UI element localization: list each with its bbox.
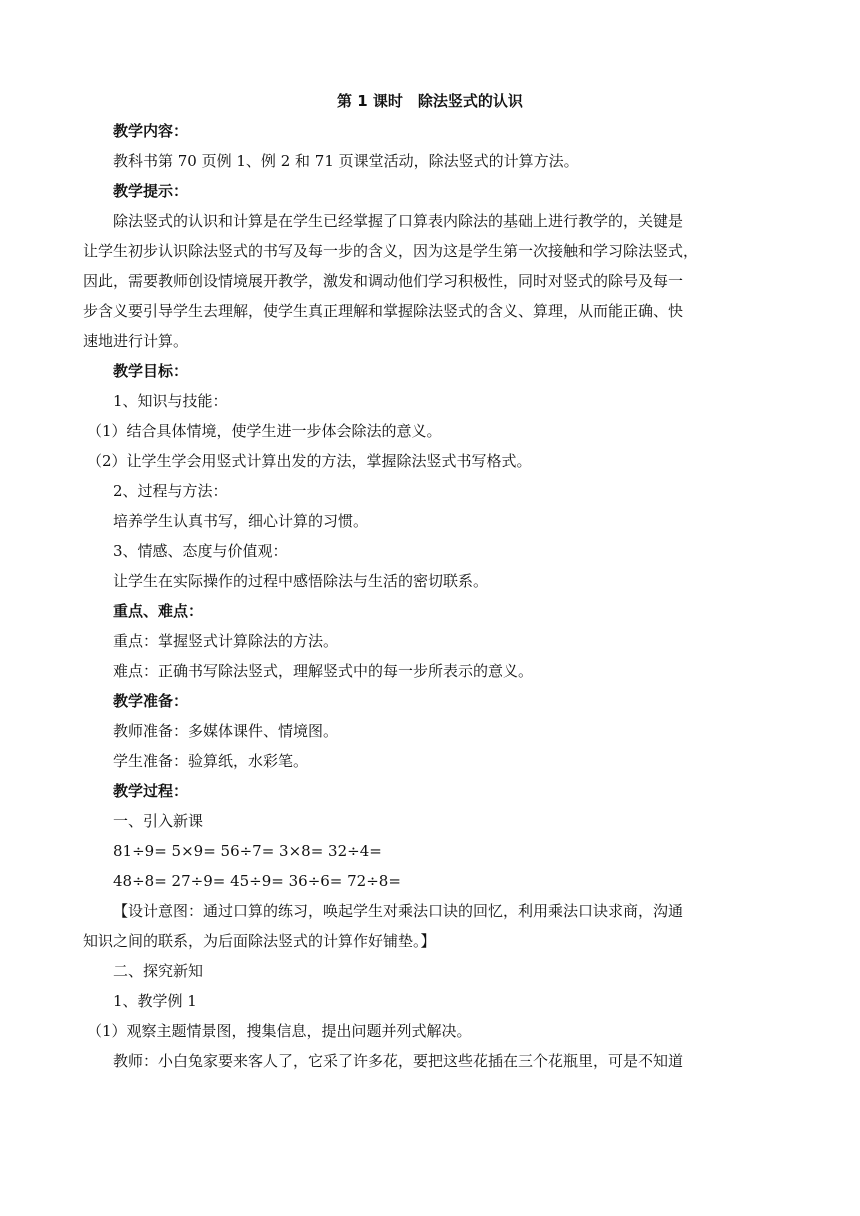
calc-row-1: 81÷9= 5×9= 56÷7= 3×8= 32÷4=: [113, 842, 382, 860]
key-point: 重点：掌握竖式计算除法的方法。: [113, 632, 339, 650]
hints-line-3: 因此，需要教师创设情境展开教学，激发和调动他们学习积极性，同时对竖式的除号及每一: [83, 272, 684, 290]
example-1: 1、教学例 1: [113, 992, 197, 1010]
hints-line-4: 步含义要引导学生去理解，使学生真正理解和掌握除法竖式的含义、算理，从而能正确、快: [83, 302, 684, 320]
goal-emotion: 3、情感、态度与价值观：: [113, 542, 288, 560]
section-heading-process: 教学过程：: [113, 782, 189, 800]
hints-line-1: 除法竖式的认识和计算是在学生已经掌握了口算表内除法的基础上进行教学的，关键是: [113, 212, 684, 230]
goal-process: 2、过程与方法：: [113, 482, 228, 500]
lesson-title: 第 1 课时 除法竖式的认识: [337, 92, 523, 110]
goal-knowledge: 1、知识与技能：: [113, 392, 228, 410]
section-heading-goals: 教学目标：: [113, 362, 189, 380]
goal-emotion-1: 让学生在实际操作的过程中感悟除法与生活的密切联系。: [113, 572, 489, 590]
document-body: [83, 116, 777, 1076]
goal-knowledge-1: （1）结合具体情境，使学生进一步体会除法的意义。: [87, 422, 442, 440]
goal-process-1: 培养学生认真书写，细心计算的习惯。: [113, 512, 369, 530]
section-heading-content: 教学内容：: [113, 122, 189, 140]
prep-teacher: 教师准备：多媒体课件、情境图。: [113, 722, 339, 740]
prep-student: 学生准备：验算纸，水彩笔。: [113, 752, 309, 770]
section-heading-prep: 教学准备：: [113, 692, 189, 710]
content-text: 教科书第 70 页例 1、例 2 和 71 页课堂活动，除法竖式的计算方法。: [113, 152, 579, 170]
section-heading-keys: 重点、难点：: [113, 602, 204, 620]
calc-row-2: 48÷8= 27÷9= 45÷9= 36÷6= 72÷8=: [113, 872, 401, 890]
hints-line-2: 让学生初步认识除法竖式的书写及每一步的含义，因为这是学生第一次接触和学习除法竖式，: [83, 242, 699, 260]
hints-line-5: 速地进行计算。: [83, 332, 189, 350]
example-1-step-1: （1）观察主题情景图，搜集信息，提出问题并列式解决。: [87, 1022, 472, 1040]
step-intro: 一、引入新课: [113, 812, 204, 830]
goal-knowledge-2: （2）让学生学会用竖式计算出发的方法，掌握除法竖式书写格式。: [87, 452, 532, 470]
difficult-point: 难点：正确书写除法竖式，理解竖式中的每一步所表示的意义。: [113, 662, 534, 680]
design-intent-line-2: 知识之间的联系，为后面除法竖式的计算作好铺垫。】: [83, 932, 436, 950]
step-explore: 二、探究新知: [113, 962, 204, 980]
teacher-talk: 教师：小白兔家要来客人了，它采了许多花，要把这些花插在三个花瓶里，可是不知道: [113, 1052, 684, 1070]
design-intent-line-1: 【设计意图：通过口算的练习，唤起学生对乘法口诀的回忆，利用乘法口诀求商，沟通: [113, 902, 684, 920]
section-heading-hints: 教学提示：: [113, 182, 189, 200]
